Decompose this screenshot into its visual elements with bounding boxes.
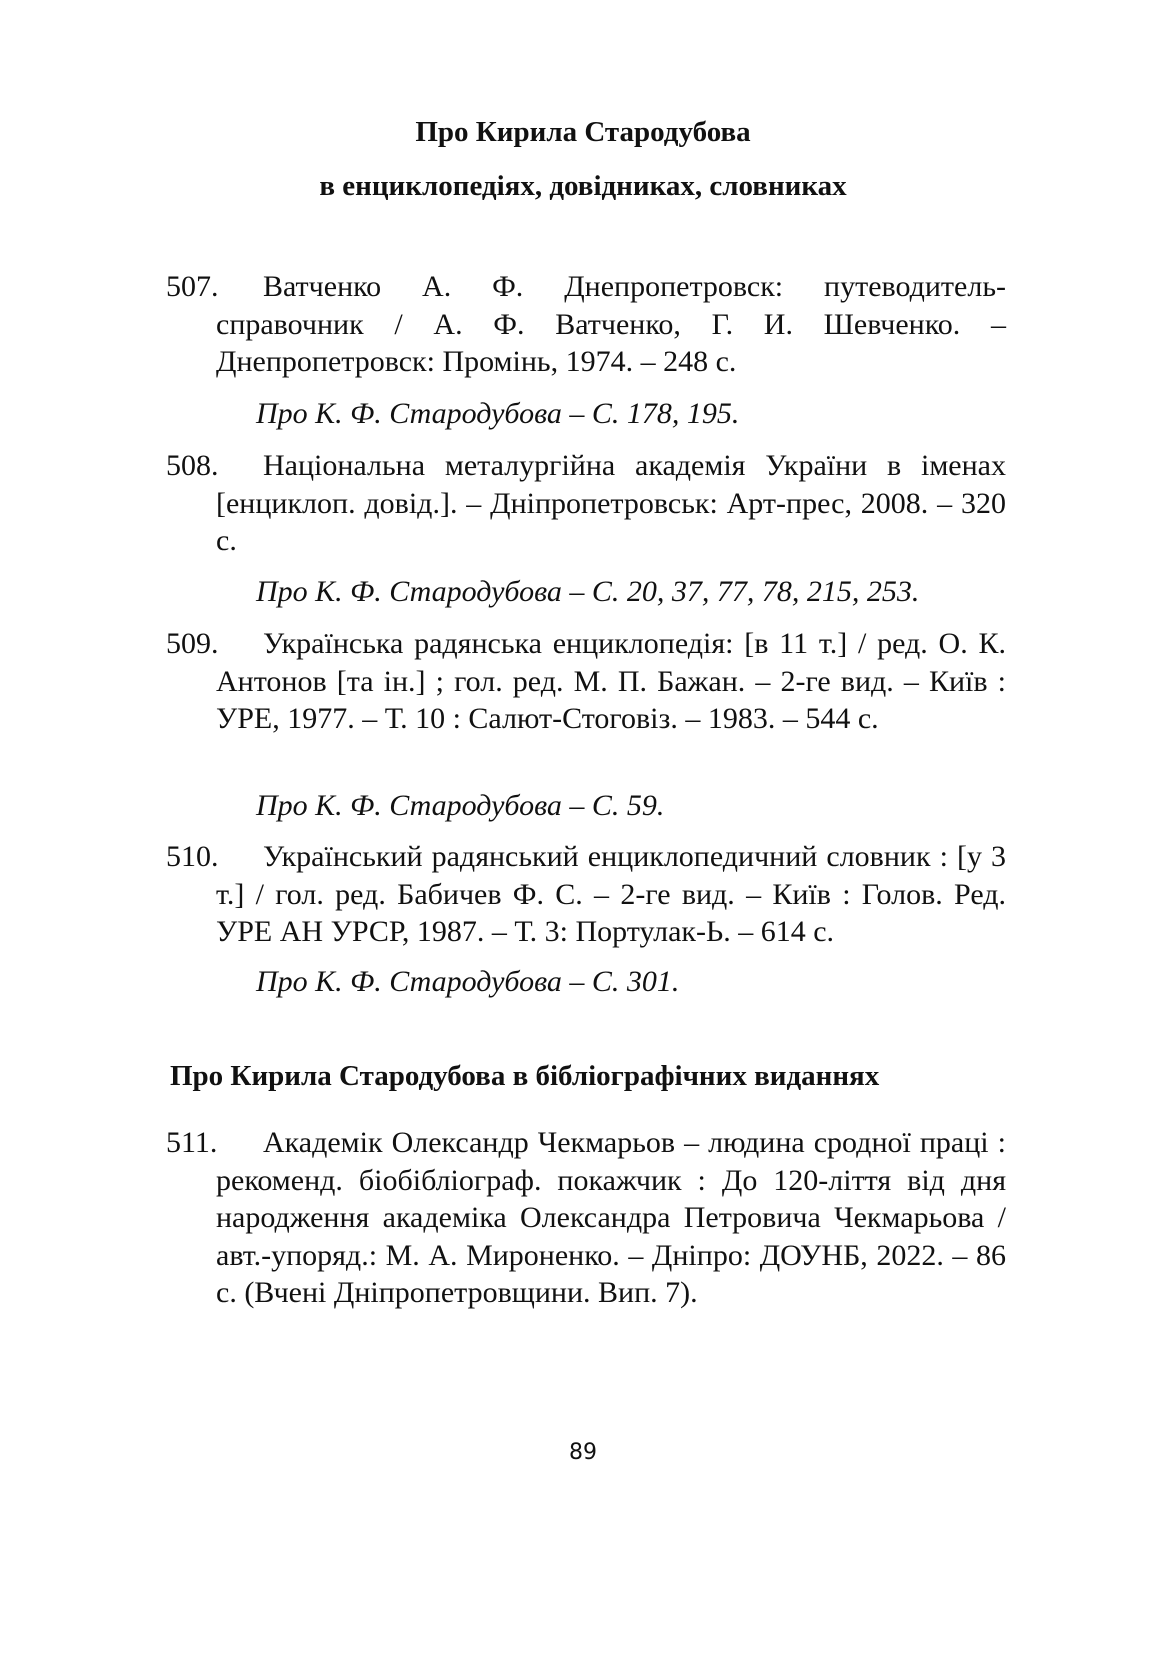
entry-number: 510. <box>166 840 219 873</box>
entry-text: Академік Олександр Чекмарьов – людина сродної праці : рекоменд. біобібліограф. покажчик : До 120-ліття від дня народження академіка Олександра Петровича Чекмарьова / авт.-упоряд.: М. А. Мироненко. – Дніпро: ДОУНБ, 2022. – 86 с. (Вчені Дніпропетровщини. Вип. 7). <box>216 1126 1006 1309</box>
section-title-line-2: в енциклопедіях, довідниках, словниках <box>319 170 847 202</box>
bibliography-entry-508 <box>166 447 1006 560</box>
entry-note-507: Про К. Ф. Стародубова – С. 178, 195. <box>256 397 740 430</box>
entry-text: Ватченко А. Ф. Днепропетровск: путеводитель-справочник / А. Ф. Ватченко, Г. И. Шевченко. – Днепропетровск: Промінь, 1974. – 248 с. <box>216 270 1006 378</box>
entry-number: 508. <box>166 449 219 482</box>
bibliography-entry-509 <box>166 625 1006 738</box>
entry-number: 511. <box>166 1126 218 1159</box>
entry-text: Українська радянська енциклопедія: [в 11 т.] / ред. О. К. Антонов [та ін.] ; гол. ред. М. П. Бажан. – 2-ге вид. – Київ : УРЕ, 1977. – Т. 10 : Салют-Стоговіз. – 1983. – 544 с. <box>216 627 1006 735</box>
bibliography-entry-510 <box>166 838 1006 951</box>
entry-note-510: Про К. Ф. Стародубова – С. 301. <box>256 965 680 998</box>
section-title-line-1: Про Кирила Стародубова <box>415 116 751 148</box>
entry-note-509: Про К. Ф. Стародубова – С. 59. <box>256 789 665 822</box>
entry-text: Національна металургійна академія України в іменах [енциклоп. довід.]. – Дніпропетровськ: Арт-прес, 2008. – 320 с. <box>216 449 1006 557</box>
entry-text: Український радянський енциклопедичний словник : [у 3 т.] / гол. ред. Бабичев Ф. С. – 2-ге вид. – Київ : Голов. Ред. УРЕ АН УРСР, 1987. – Т. 3: Портулак-Ь. – 614 с. <box>216 840 1006 948</box>
page-number: 89 <box>569 1440 597 1465</box>
entry-number: 509. <box>166 627 219 660</box>
entry-number: 507. <box>166 270 219 303</box>
bibliography-entry-507 <box>166 268 1006 381</box>
bibliography-entry-511 <box>166 1124 1006 1312</box>
entry-note-508: Про К. Ф. Стародубова – С. 20, 37, 77, 78, 215, 253. <box>256 575 920 608</box>
section-title-bibliographic: Про Кирила Стародубова в бібліографічних виданнях <box>170 1060 880 1092</box>
